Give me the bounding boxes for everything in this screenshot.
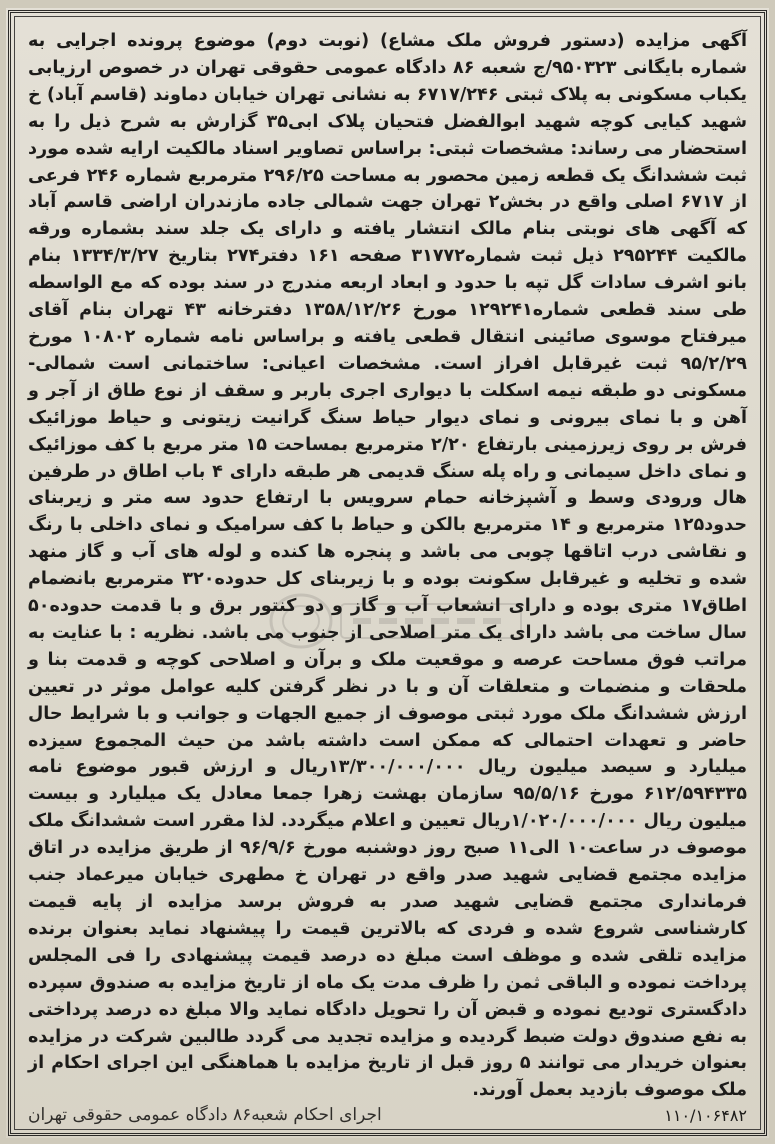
reference-number: ۱۱۰/۱۰۶۴۸۲ xyxy=(664,1105,747,1125)
newspaper-clipping xyxy=(6,8,769,1138)
notice-text: آگهی مزایده (دستور فروش ملک مشاع) (نوبت دوم) موضوع پرونده اجرایی به شماره بایگانی ۹۵۰۳۲۳/ج شعبه ۸۶ دادگاه عمومی حقوقی تهران در خصوص ارزیابی یکباب مسکونی به پلاک ثبتی ۶۷۱۷/۲۴۶ به نشانی تهران خیابان دماوند (قاسم آباد) خ شهید کیایی کوچه شهید ابوالفضل فتحیان پلاک ابی۳۵ گزارش به شرح ذیل را به استحضار می رساند: مشخصات ثبتی: براساس تصاویر اسناد مالکیت ارایه شده مورد ثبت ششدانگ یک قطعه زمین محصور به مساحت ۲۹۶/۲۵ مترمربع شماره ۲۴۶ فرعی از ۶۷۱۷ اصلی واقع در بخش۲ تهران جهت شمالی جاده مازندران اراضی قاسم آباد که آگهی های نوبتی بنام مالک انتشار یافته و دارای یک جلد سند بشماره ورقه مالکیت ۲۹۵۲۴۴ ذیل ثبت شماره۳۱۷۷۲ صفحه ۱۶۱ دفتر۲۷۴ بتاریخ ۱۳۳۴/۳/۲۷ بنام بانو اشرف سادات گل تپه با حدود و ابعاد اربعه مندرج در سند بوده که مع الواسطه طی سند قطعی شماره۱۲۹۲۴۱ مورخ ۱۳۵۸/۱۲/۲۶ دفترخانه ۴۳ تهران بنام آقای میرفتاح موسوی صائینی انتقال قطعی یافته و براساس نامه شماره ۱۰۸۰۲ مورخ ۹۵/۲/۲۹ ثبت غیرقابل افراز است. مشخصات اعیانی: ساختمانی است شمالی- مسکونی دو طبقه نیمه اسکلت با دیواری اجری باربر و سقف از نوع طاق از آجر و آهن و با نمای بیرونی و نمای دیوار حیاط سنگ گرانیت زیتونی و حیاط موزائیک فرش بر روی زیرزمینی بارتفاع ۲/۲۰ مترمربع بمساحت ۱۵ متر مربع با کف موزائیک و نمای داخل سیمانی و راه پله سنگ قدیمی هر طبقه دارای ۴ باب اطاق در طرفین هال ورودی وسط و آشپزخانه حمام سرویس با ارتفاع حدود سه متر و زیربنای حدود۱۲۵ مترمربع و ۱۴ مترمربع بالکن و حیاط با کف سرامیک و نمای داخلی با رنگ و نقاشی درب اتاقها چوبی می باشد و پنجره ها کنده و لوله های آب و گاز منهد شده و تخلیه و غیرقابل سکونت بوده و با زیربنای کل حدوده۳۲۰ مترمربع بانضمام اطاق۱۷ متری بوده و دارای انشعاب آب و گاز و دو کنتور برق و با قدمت حدوده۵۰ سال ساخت می باشد دارای یک متر اصلاحی از جنوب می باشد. نظریه : با عنایت به مراتب فوق مساحت عرصه و موقعیت ملک و برآن و اصلاحی کوچه و قدمت بنا و ملحقات و منضمات و متعلقات آن و با در نظر گرفتن کلیه عوامل موثر در تعیین ارزش ششدانگ ملک مورد ثبتی موصوف از جمیع الجهات و جوانب و با شرایط حال حاضر و تعهدات احتمالی که ممکن است داشته باشد من حیث المجموع سیزده میلیارد و سیصد میلیون ریال ۱۳/۳۰۰/۰۰۰/۰۰۰ریال و ارزش قبور موضوع نامه ۶۱۲/۵۹۴۳۳۵ مورخ ۹۵/۵/۱۶ سازمان بهشت زهرا جمعا معادل یک میلیارد و بیست میلیون ریال ۱/۰۲۰/۰۰۰/۰۰۰ریال تعیین و اعلام میگردد. لذا مقرر است ششدانگ ملک موصوف در ساعت۱۰ الی۱۱ صبح روز دوشنبه مورخ ۹۶/۹/۶ از طریق مزایده در اتاق مزایده مجتمع قضایی شهید صدر واقع در تهران خ مطهری خیابان میرعماد جنب فرمانداری مجتمع قضایی شهید صدر به فروش برسد مزایده از پایه قیمت کارشناسی شروع شده و فردی که بالاترین قیمت را پیشنهاد نماید بعنوان برنده مزایده تلقی شده و موظف است مبلغ ده درصد قیمت پیشنهادی را فی المجلس پرداخت نموده و الباقی ثمن را ظرف مدت یک ماه از تاریخ مزایده به صندوق سپرده دادگستری توديع نموده و قبض آن را تحویل دادگاه نماید والا مبلغ ده درصد پرداختی به نفع صندوق دولت ضبط گردیده و مزایده تجدید می گردد طالبین شرکت در مزایده بعنوان خریدار می توانند ۵ روز قبل از تاریخ مزایده با هماهنگی این اجرای احکام از ملک موصوف بازدید بعمل آورند. xyxy=(28,31,748,1101)
auction-notice-body xyxy=(28,28,747,1104)
signature-line: اجرای احکام شعبه۸۶ دادگاه عمومی حقوقی تهران xyxy=(28,1105,382,1125)
notice-footer xyxy=(28,1100,747,1130)
